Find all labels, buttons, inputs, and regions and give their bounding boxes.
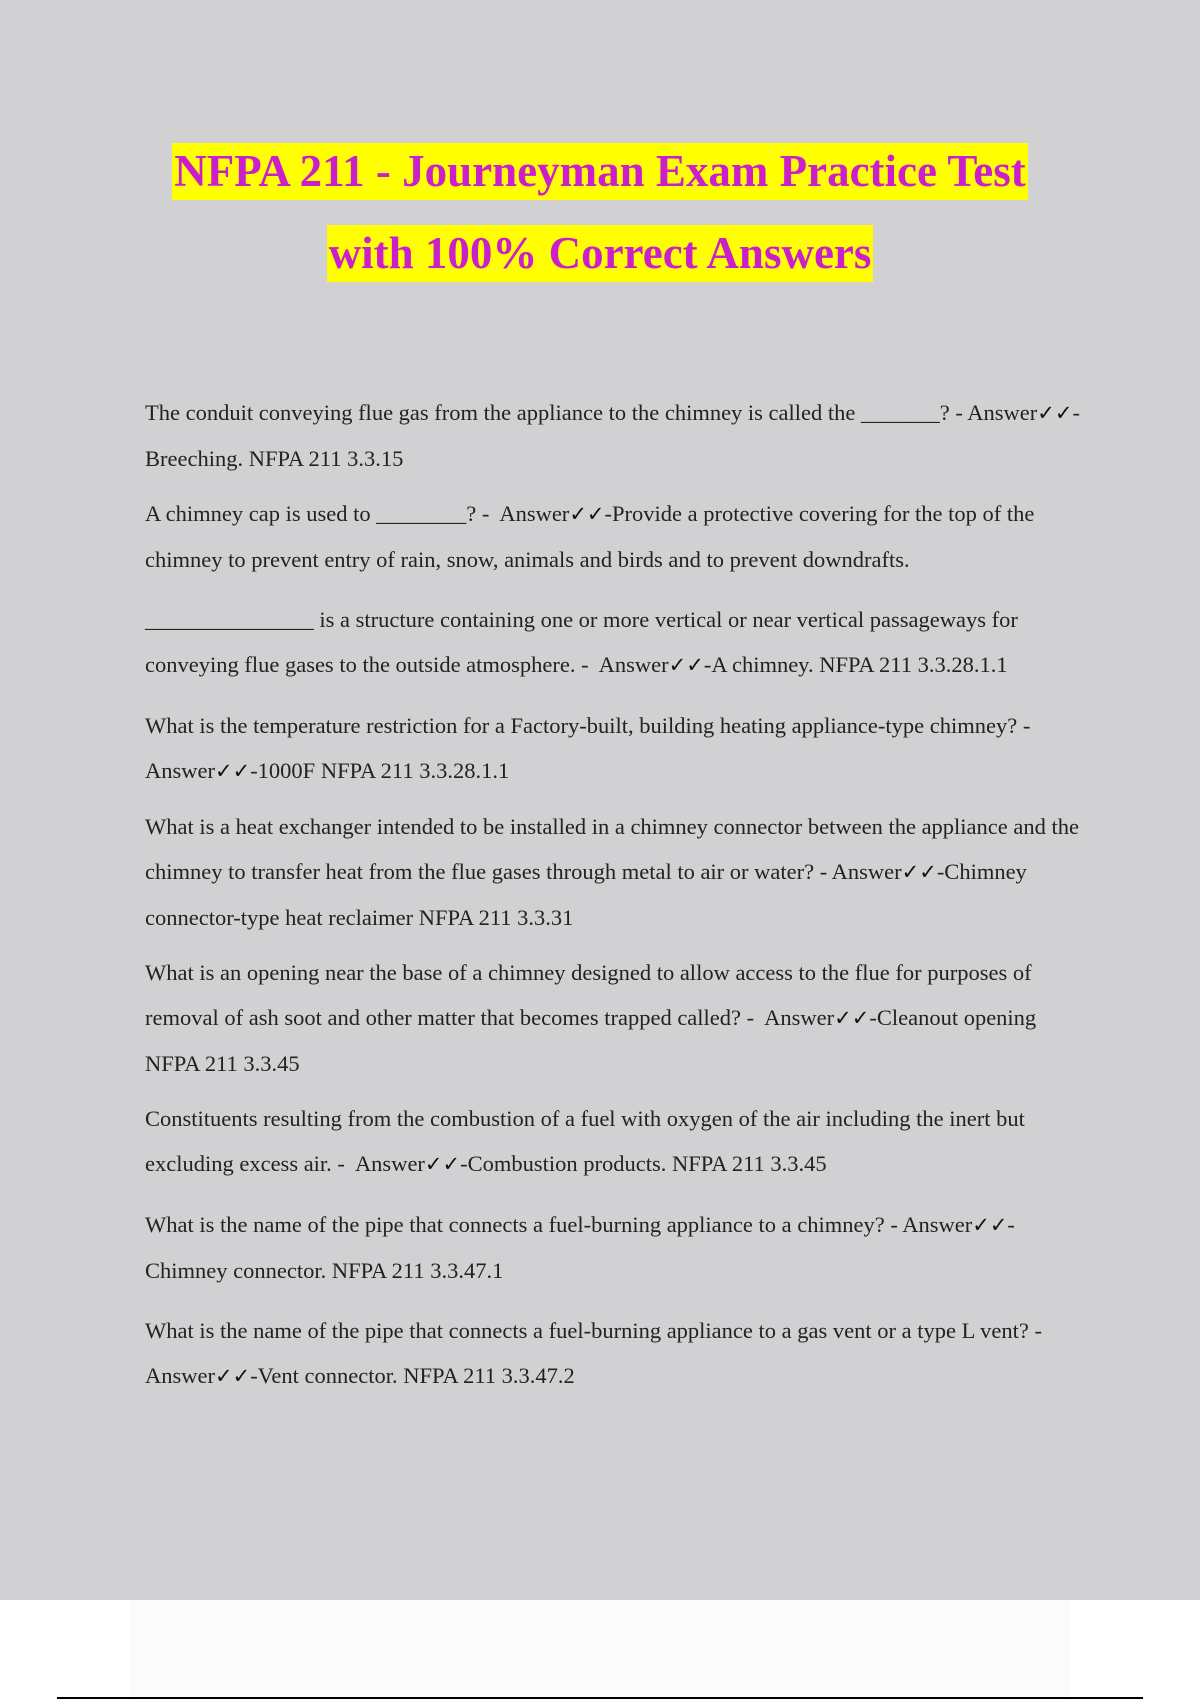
footer-shade (130, 1600, 1070, 1700)
answer-text: -1000F NFPA 211 3.3.28.1.1 (250, 758, 510, 783)
answer-text: -Breeching. NFPA 211 3.3.15 (145, 400, 1080, 471)
answer-text: -Vent connector. NFPA 211 3.3.47.2 (250, 1363, 575, 1388)
document-title (0, 143, 1200, 282)
question-text: What is the name of the pipe that connects a fuel-burning appliance to a gas vent or a type L vent? - Answer (145, 1318, 1052, 1388)
check-icon: ✓✓ (834, 1006, 870, 1030)
answer-text: -Combustion products. NFPA 211 3.3.45 (460, 1151, 827, 1176)
page-footer-area (0, 1600, 1200, 1700)
check-icon: ✓✓ (424, 1152, 461, 1176)
qa-item (145, 1202, 1090, 1293)
question-text: What is the name of the pipe that connects a fuel-burning appliance to a chimney? - Answer (145, 1212, 973, 1237)
qa-item (145, 491, 1090, 582)
question-text: What is an opening near the base of a chimney designed to allow access to the flue for purposes of removal of ash soot and other matter that becomes trapped called? - Answer (145, 960, 1038, 1030)
question-text: _______________ is a structure containing one or more vertical or near vertical passageways for conveying flue gases to the outside atmosphere. - Answer (145, 607, 1024, 677)
qa-item (145, 1308, 1090, 1399)
footer-divider (57, 1697, 1143, 1699)
check-icon: ✓✓ (569, 502, 605, 526)
check-icon: ✓✓ (972, 1213, 1008, 1237)
answer-text: -Cleanout opening NFPA 211 3.3.45 (145, 1005, 1042, 1076)
qa-item (145, 597, 1090, 688)
question-text: Constituents resulting from the combustion of a fuel with oxygen of the air including the inert but excluding excess air. - Answer (145, 1106, 1031, 1176)
question-text: A chimney cap is used to ________? - Answer (145, 501, 570, 526)
answer-text: -Provide a protective covering for the top of the chimney to prevent entry of rain, snow, animals and birds and to prevent downdrafts. (145, 501, 1040, 572)
qa-item (145, 390, 1090, 481)
qa-list (145, 390, 1090, 1414)
check-icon: ✓✓ (214, 1364, 251, 1388)
qa-item (145, 1096, 1090, 1187)
check-icon: ✓✓ (214, 759, 251, 783)
title-line-2: with 100% Correct Answers (327, 225, 874, 282)
answer-text: -Chimney connector-type heat reclaimer NFPA 211 3.3.31 (145, 859, 1033, 930)
title-line-1: NFPA 211 - Journeyman Exam Practice Test (172, 143, 1028, 200)
answer-text: -Chimney connector. NFPA 211 3.3.47.1 (145, 1212, 1015, 1283)
question-text: What is the temperature restriction for a Factory-built, building heating appliance-type chimney? - Answer (145, 713, 1041, 783)
answer-text: -A chimney. NFPA 211 3.3.28.1.1 (703, 652, 1008, 677)
qa-item (145, 703, 1090, 794)
qa-item (145, 950, 1090, 1086)
check-icon: ✓✓ (1037, 401, 1073, 425)
question-text: What is a heat exchanger intended to be installed in a chimney connector between the appliance and the chimney to transfer heat from the flue gases through metal to air or water? - Answer (145, 814, 1085, 884)
qa-item (145, 804, 1090, 940)
check-icon: ✓✓ (668, 653, 704, 677)
check-icon: ✓✓ (901, 860, 937, 884)
question-text: The conduit conveying flue gas from the appliance to the chimney is called the _______? - Answer (145, 400, 1038, 425)
